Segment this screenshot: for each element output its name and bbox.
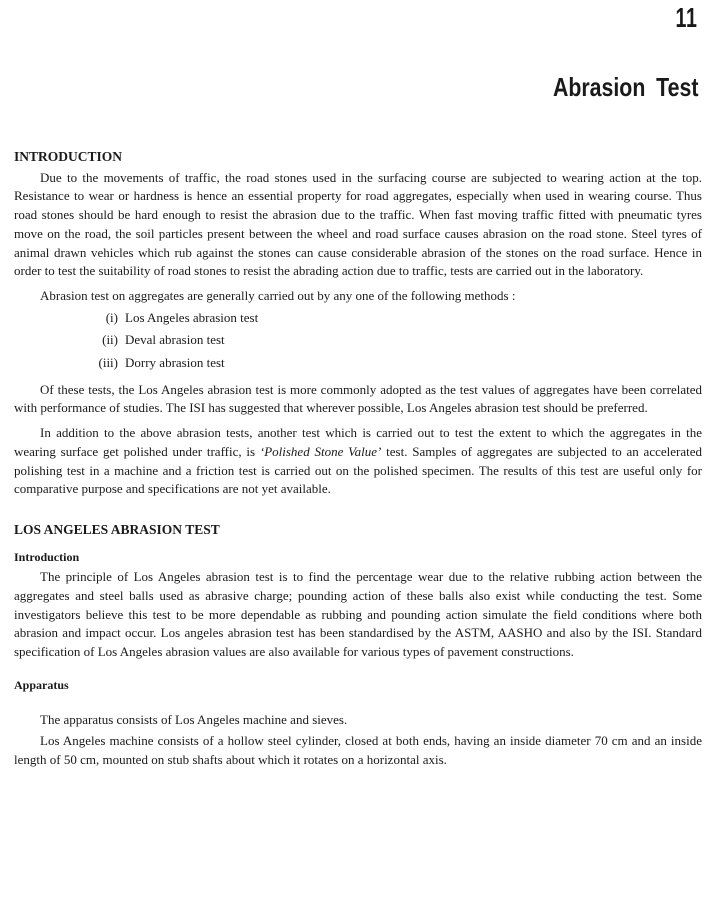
paragraph: Abrasion test on aggregates are generally carried out by any one of the following methods : <box>40 287 516 303</box>
paragraph: Of these tests, the Los Angeles abrasion test is more commonly adopted as the test values of aggregates have been correlated with performance of studies. The ISI has suggested that wherever possible, Los Angeles abrasion test should be preferred. <box>14 381 702 416</box>
section-heading-introduction: INTRODUCTION <box>14 149 123 164</box>
list-item-label: Los Angeles abrasion test <box>125 309 259 325</box>
list-item-label: Deval abrasion test <box>125 332 225 348</box>
section-heading-los-angeles: LOS ANGELES ABRASION TEST <box>14 521 220 537</box>
paragraph: Los Angeles machine consists of a hollow steel cylinder, closed at both ends, having an inside diameter 70 cm and an inside length of 50 cm, mounted on stub shafts about which it rotates on a horizontal axis. <box>14 733 702 767</box>
text-run: In addition to the above abrasion tests, another test which is carried out to test the extent to which the aggregates in the wearing surface get polished under traffic, is <box>14 425 702 459</box>
list-item <box>84 309 702 328</box>
paragraph: The principle of Los Angeles abrasion test is to find the percentage wear due to the relative rubbing action between the aggregates and steel balls used as abrasive charge; pounding action of these balls also exist while conducting the test. Some investigators believe this test to be more dependable as rubbing and pounding action simulate the field conditions where both abrasion and impact occur. Los angeles abrasion test has been standardised by the ASTM, AASHO and also by the ISI. Standard specification of Los Angeles abrasion values are also available for various types of pavement constructions. <box>14 569 702 660</box>
subheading-introduction: Introduction <box>14 549 80 564</box>
list-item-number: (ii) <box>102 332 118 348</box>
list-item-label: Dorry abrasion test <box>125 355 225 371</box>
list-item-number: (i) <box>105 309 118 325</box>
list-item <box>84 354 702 373</box>
list-item <box>84 331 702 350</box>
paragraph: The apparatus consists of Los Angeles machine and sieves. <box>40 711 348 727</box>
chapter-number: 11 <box>675 2 698 33</box>
list-item-number: (iii) <box>98 355 118 371</box>
paragraph <box>14 424 702 499</box>
methods-list <box>14 309 702 373</box>
page-content <box>14 148 702 770</box>
text-run: test. Samples of aggregates are subjected to an accelerated polishing test in a machine and a friction test is carried out on the polished specimen. The results of this test are useful only for comparative purpose and specifications are not yet available. <box>14 443 702 497</box>
chapter-title: Abrasion Test <box>552 72 698 102</box>
paragraph: Due to the movements of traffic, the road stones used in the surfacing course are subjected to wearing action at the top. Resistance to wear or hardness is hence an essential property for road aggregates, especially when used in wearing course. Thus road stones should be hard enough to resist the abrasion due to the traffic. When fast moving traffic fitted with pneumatic tyres move on the road, the soil particles present between the wheel and road surface causes abrasion on the road stone. Steel tyres of animal drawn vehicles which rub against the stones can cause considerable abrasion of the stones on the road surface. Hence in order to test the suitability of road stones to resist the abrading action due to traffic, tests are carried out in the laboratory. <box>14 169 702 279</box>
italic-term: ‘Polished Stone Value’ <box>259 443 382 459</box>
subheading-apparatus: Apparatus <box>14 677 69 692</box>
